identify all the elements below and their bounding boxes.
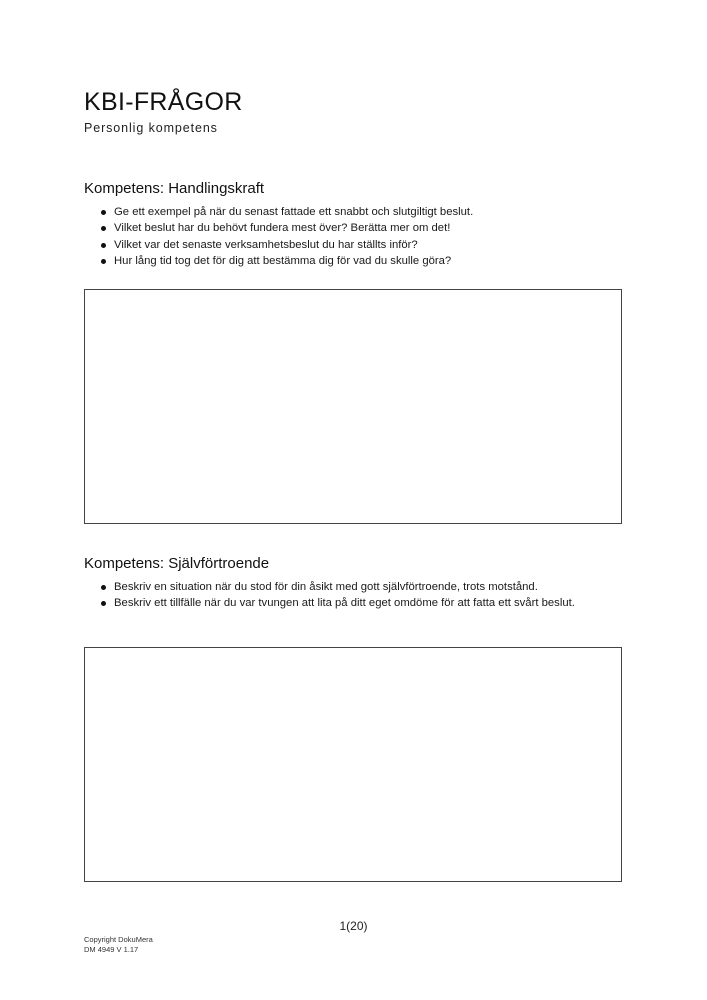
page-number: 1(20) [339, 919, 368, 933]
section-heading-handlingskraft: Kompetens: Handlingskraft [84, 180, 265, 197]
document-id: DM 4949 V 1.17 [84, 945, 139, 954]
answer-box-handlingskraft[interactable] [84, 289, 622, 524]
document-subtitle: Personlig kompetens [84, 121, 218, 135]
section-heading-sjalvfortroende: Kompetens: Självförtroende [84, 555, 270, 572]
question-item: Vilket var det senaste verksamhetsbeslut du har ställts inför? [114, 237, 634, 253]
question-item: Beskriv ett tillfälle när du var tvungen att lita på ditt eget omdöme för att fatta ett svårt beslut. [114, 595, 634, 611]
question-item: Ge ett exempel på när du senast fattade ett snabbt och slutgiltigt beslut. [114, 204, 634, 220]
question-item: Vilket beslut har du behövt fundera mest över? Berätta mer om det! [114, 220, 634, 236]
question-item: Hur lång tid tog det för dig att bestämma dig för vad du skulle göra? [114, 253, 634, 269]
question-item: Beskriv en situation när du stod för din åsikt med gott självförtroende, trots motstånd. [114, 579, 634, 595]
answer-box-sjalvfortroende[interactable] [84, 647, 622, 882]
footer [84, 935, 153, 955]
question-list-sjalvfortroende [84, 579, 634, 612]
copyright-text: Copyright DokuMera [84, 935, 153, 944]
question-list-handlingskraft [84, 204, 634, 270]
document-title: KBI-FRÅGOR [84, 88, 243, 116]
